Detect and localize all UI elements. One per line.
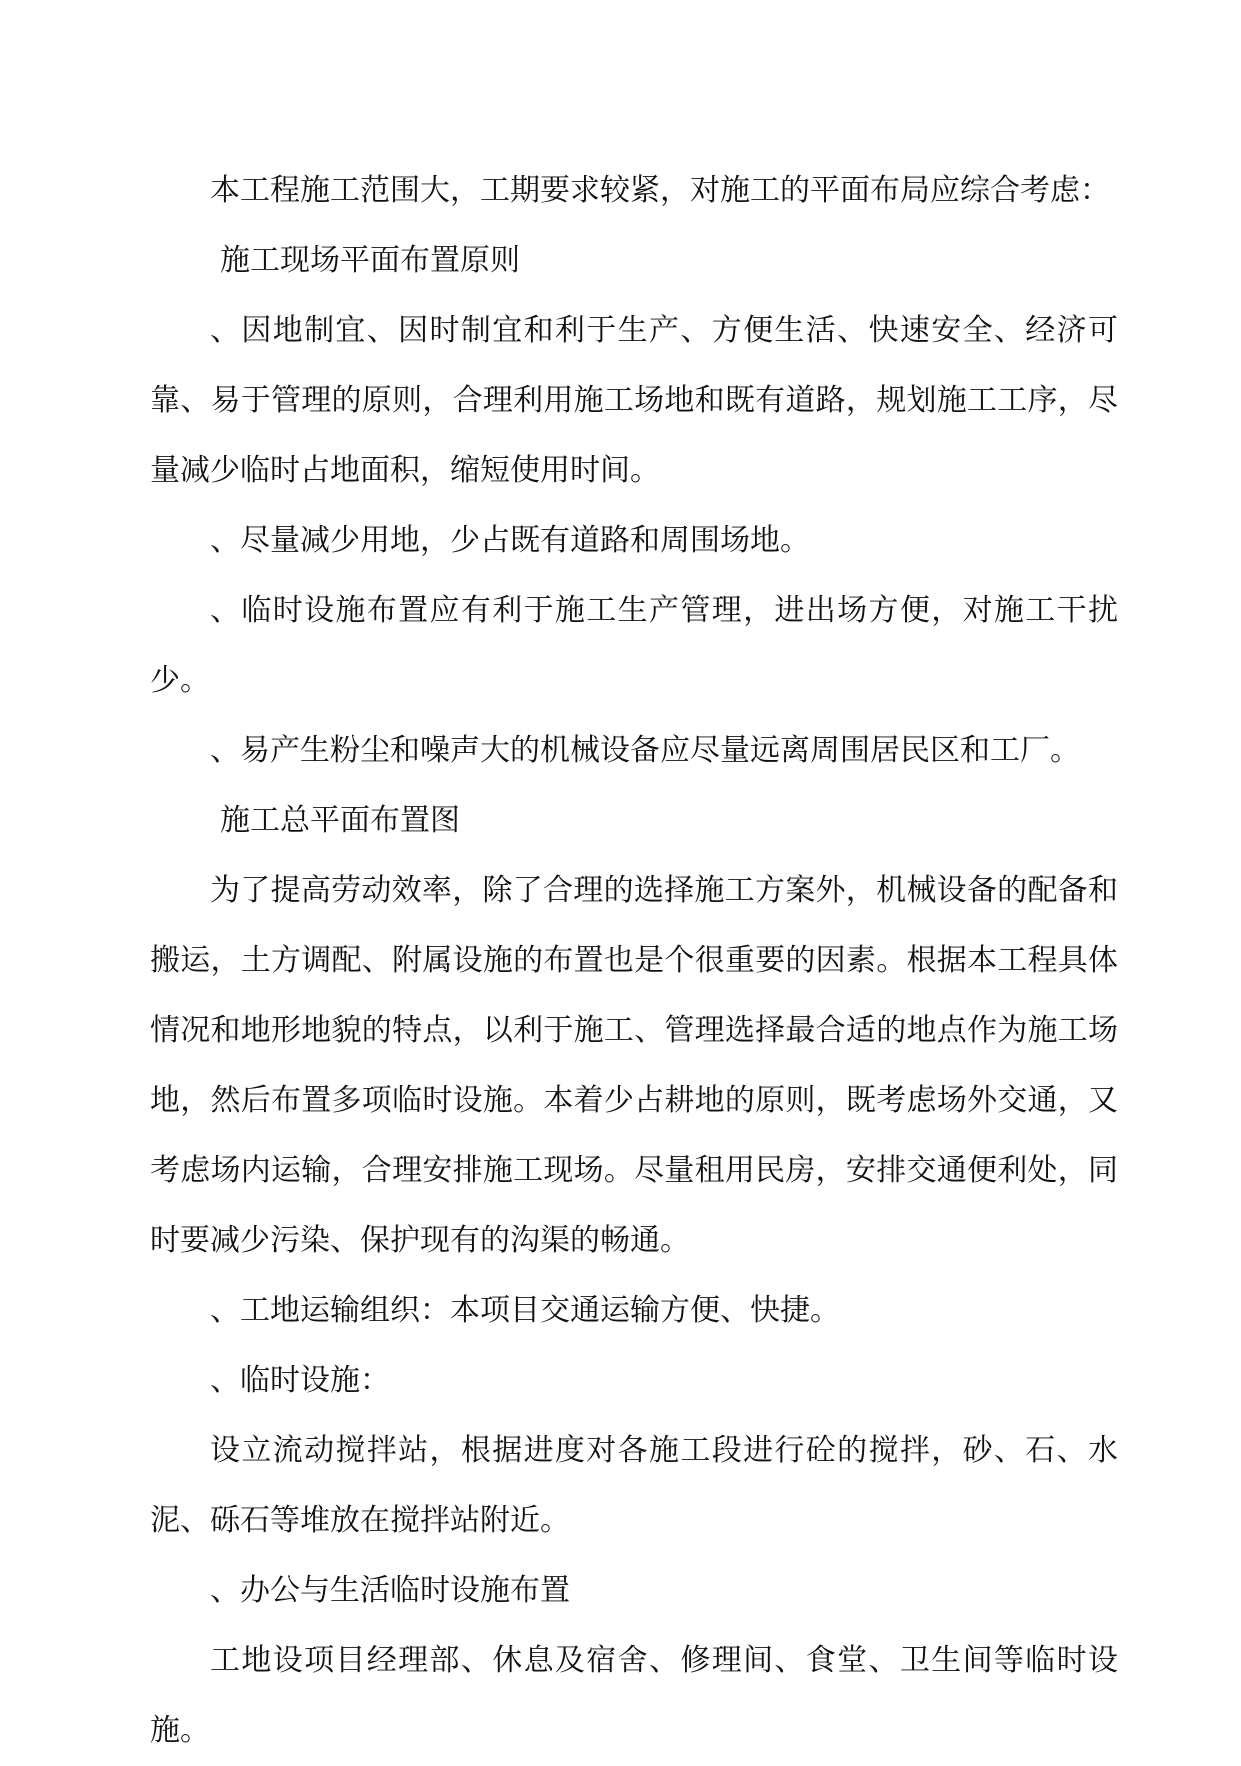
paragraph-layout-description: 为了提高劳动效率，除了合理的选择施工方案外，机械设备的配备和搬运，土方调配、附属设施的布置也是个很重要的因素。根据本工程具体情况和地形地貌的特点，以利于施工、管理选择最合适的地点作为施工场地，然后布置多项临时设施。本着少占耕地的原则，既考虑场外交通，又考虑场内运输，合理安排施工现场。尽量租用民房，安排交通便利处，同时要减少污染、保护现有的沟渠的畅通。: [150, 873, 1118, 1258]
paragraph-principle-1: 、因地制宜、因时制宜和利于生产、方便生活、快速安全、经济可靠、易于管理的原则，合理利用施工场地和既有道路，规划施工工序，尽量减少临时占地面积，缩短使用时间。: [150, 313, 1118, 488]
paragraph-transport: 、工地运输组织：本项目交通运输方便、快捷。: [210, 1293, 840, 1328]
section-heading-layout-principles: 施工现场平面布置原则: [220, 243, 520, 278]
paragraph-principle-3: 、临时设施布置应有利于施工生产管理，进出场方便，对施工干扰少。: [150, 593, 1118, 698]
paragraph-principle-2: 、尽量减少用地，少占既有道路和周围场地。: [210, 523, 810, 558]
section-heading-general-layout: 施工总平面布置图: [220, 803, 460, 838]
paragraph-principle-4: 、易产生粉尘和噪声大的机械设备应尽量远离周围居民区和工厂。: [210, 733, 1080, 768]
paragraph-intro: 本工程施工范围大，工期要求较紧，对施工的平面布局应综合考虑：: [210, 173, 1110, 208]
paragraph-mixing-station: 设立流动搅拌站，根据进度对各施工段进行砼的搅拌，砂、石、水泥、砾石等堆放在搅拌站附近。: [150, 1433, 1118, 1538]
paragraph-office-living: 、办公与生活临时设施布置: [210, 1573, 570, 1608]
document-body: [150, 156, 1118, 1766]
paragraph-temporary-facilities: 、临时设施：: [210, 1363, 390, 1398]
paragraph-site-facilities: 工地设项目经理部、休息及宿舍、修理间、食堂、卫生间等临时设施。: [150, 1643, 1118, 1748]
